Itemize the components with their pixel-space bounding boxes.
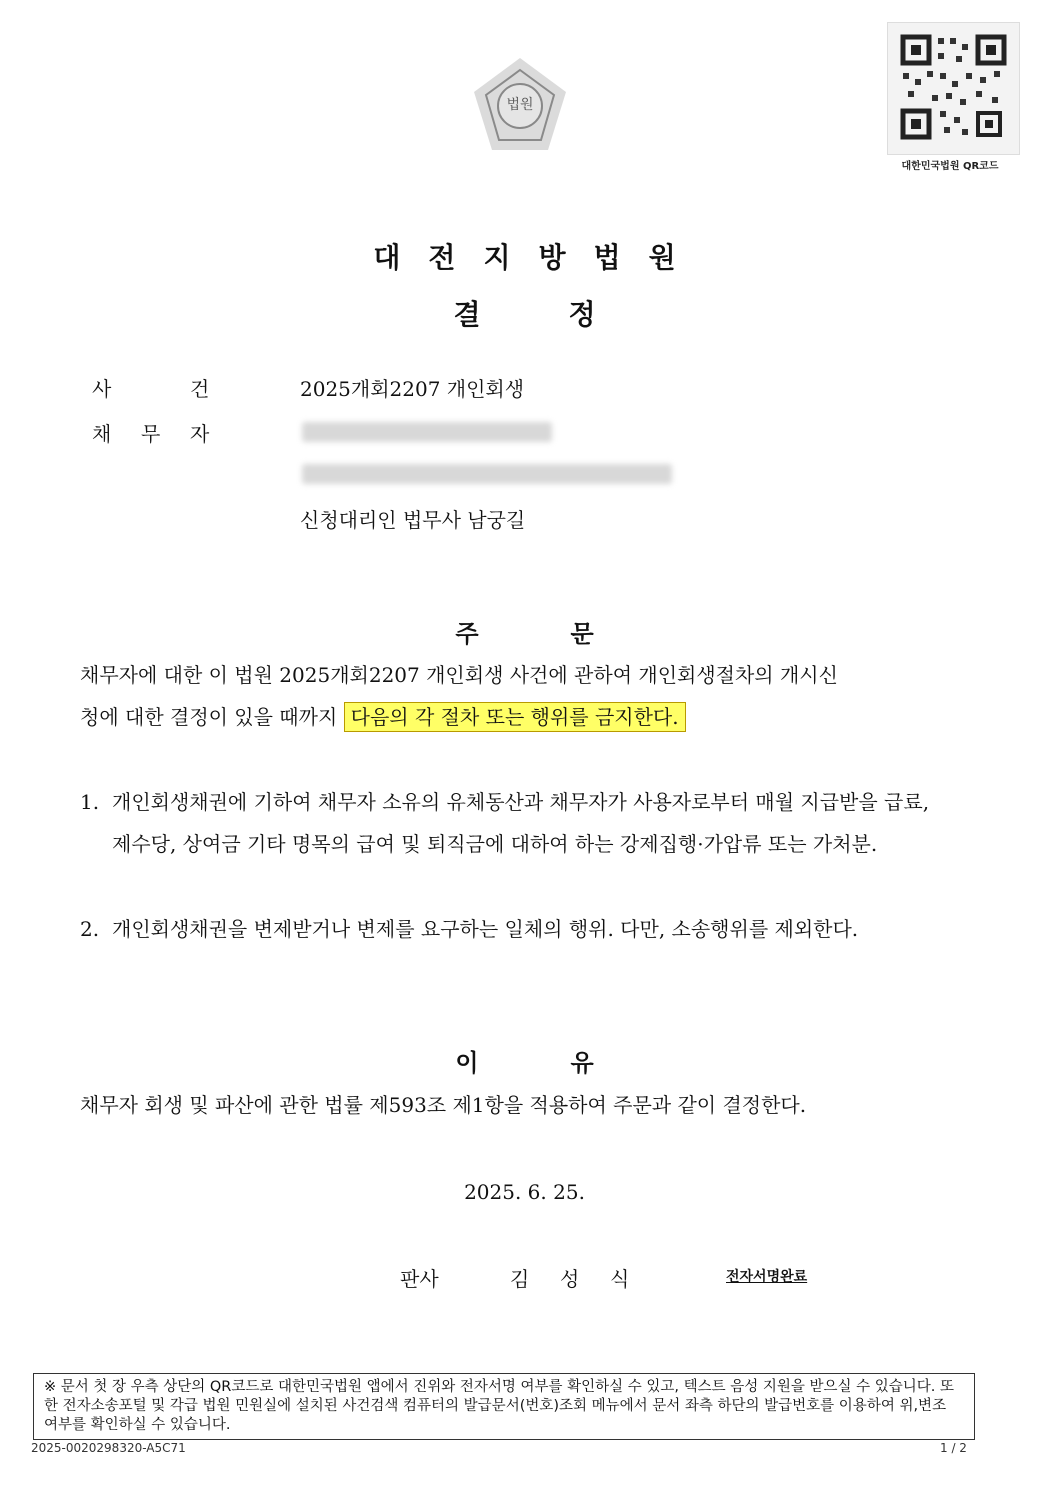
qr-caption: 대한민국법원 QR코드	[901, 161, 999, 172]
reason-text: 채무자 회생 및 파산에 관한 법률 제593조 제1항을 적용하여 주문과 같이 결정한다.	[80, 1093, 807, 1117]
order-highlight: 다음의 각 절차 또는 행위를 금지한다.	[344, 702, 686, 732]
order-heading-char-1: 주	[455, 620, 479, 648]
order-heading	[0, 614, 1049, 649]
case-label-char-1: 사	[92, 377, 112, 401]
order-text	[80, 654, 960, 738]
qr-code-icon	[888, 23, 1019, 154]
decision-date: 2025. 6. 25.	[464, 1180, 585, 1204]
debtor-label-char-1: 채	[92, 422, 112, 446]
electronic-signature: 전자서명완료	[726, 1269, 808, 1285]
judge-name-char-2: 성	[560, 1267, 580, 1291]
order-item-1-text: 개인회생채권에 기하여 채무자 소유의 유체동산과 채무자가 사용자로부터 매월 지급받을 급료, 제수당, 상여금 기타 명목의 급여 및 퇴직금에 대하여 하는 강제집행·가압류 또는 가처분.	[112, 790, 930, 856]
order-line-1: 채무자에 대한 이 법원 2025개회2207 개인회생 사건에 관하여 개인회생절차의 개시신	[80, 663, 838, 687]
reason-heading-char-2: 유	[570, 1049, 594, 1077]
court-seal	[468, 54, 572, 158]
judge-name-char-1: 김	[510, 1267, 530, 1291]
reason-heading-char-1: 이	[455, 1049, 479, 1077]
verification-notice: ※ 문서 첫 장 우측 상단의 QR코드로 대한민국법원 앱에서 진위와 전자서명 여부를 확인하실 수 있고, 텍스트 음성 지원을 받으실 수 있습니다. 또한 전자소송포털 및 각급 법원 민원실에 설치된 사건검색 컴퓨터의 발급문서(번호)조회 메뉴에서 문서 좌측 하단의 발급번호를 이용하여 위,변조 여부를 확인하실 수 있습니다.	[33, 1373, 975, 1440]
order-item-1-number: 1.	[80, 790, 100, 814]
page-number: 1 / 2	[940, 1441, 967, 1455]
applicant-agent: 신청대리인 법무사 남궁길	[300, 508, 526, 532]
order-heading-char-2: 문	[570, 620, 594, 648]
case-number: 2025개회2207 개인회생	[300, 377, 525, 401]
seal-text: 법원	[506, 97, 534, 113]
debtor-name-redacted	[302, 422, 552, 442]
order-item-1	[80, 781, 950, 865]
judge-title: 판사	[400, 1267, 439, 1291]
order-item-2-text: 개인회생채권을 변제받거나 변제를 요구하는 일체의 행위. 다만, 소송행위를 제외한다.	[112, 917, 859, 941]
document-type-char-1: 결	[453, 298, 481, 331]
document-type	[0, 293, 1049, 333]
issue-number: 2025-0020298320-A5C71	[31, 1441, 186, 1455]
debtor-label-char-3: 자	[190, 422, 210, 446]
order-line-2	[80, 696, 960, 738]
judge-name-char-3: 식	[610, 1267, 630, 1291]
qr-code[interactable]	[887, 22, 1020, 155]
reason-heading	[0, 1043, 1049, 1078]
court-name: 대전지방법원	[373, 241, 704, 274]
debtor-address-redacted	[302, 464, 672, 484]
case-label-char-2: 건	[190, 377, 210, 401]
order-line-2-plain: 청에 대한 결정이 있을 때까지	[80, 705, 344, 729]
document-type-char-2: 정	[568, 298, 596, 331]
order-item-2-number: 2.	[80, 917, 100, 941]
debtor-label-char-2: 무	[141, 422, 161, 446]
order-item-2	[80, 908, 950, 950]
